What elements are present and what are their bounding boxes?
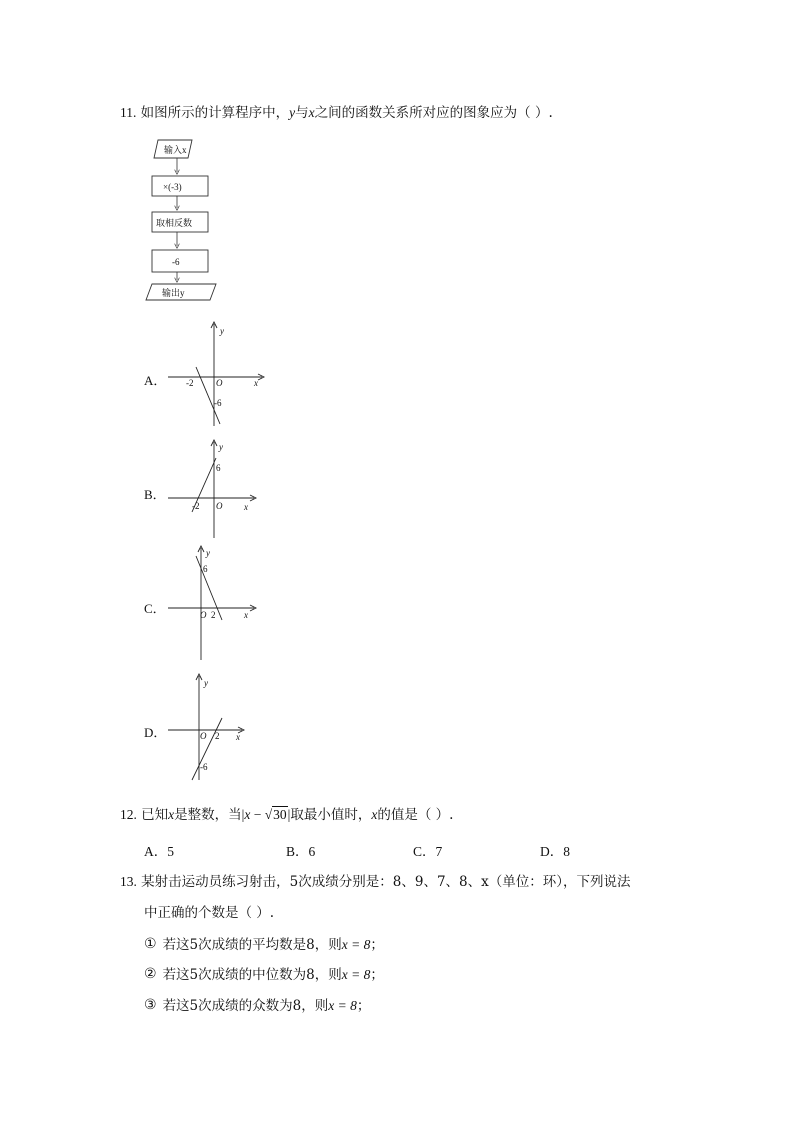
q11-option-c-graph[interactable] <box>166 544 270 664</box>
x-axis-label: x <box>244 502 248 512</box>
abs-open: | <box>241 807 245 822</box>
x-intercept-label: 2 <box>215 731 220 741</box>
statement-text: 若这5次成绩的平均数是8，则 <box>162 937 342 953</box>
q11-option-b-graph[interactable] <box>166 438 270 542</box>
q12-var-x2: x <box>371 807 378 822</box>
statement-eq: x = 8 <box>341 937 371 952</box>
radicand: 30 <box>273 807 287 822</box>
q12-stem-b: 是整数，当 <box>174 807 242 823</box>
q12-number: 12. <box>120 807 137 822</box>
flow-step2-text: 取相反数 <box>156 218 193 228</box>
q12-stem-a: 已知 <box>141 807 169 823</box>
q13-number: 13. <box>120 874 137 889</box>
flow-input-text: 输入x <box>164 145 187 155</box>
q12-choice-d[interactable]: D．8 <box>540 844 570 859</box>
q12-stem-d: 的值是（ ）. <box>377 807 454 823</box>
origin-label: O <box>216 378 223 388</box>
q13-statement-1 <box>144 936 384 954</box>
flow-step3-text: -6 <box>172 257 180 267</box>
q12-stem-c: 取最小值时， <box>290 807 372 823</box>
x-axis-label: x <box>254 378 258 388</box>
q11-stem <box>120 104 553 122</box>
q12-choice-a[interactable]: A．5 <box>144 844 174 859</box>
flow-step1-text: ×(-3) <box>163 182 182 192</box>
q12-choice-c[interactable]: C．7 <box>413 844 443 859</box>
q11-stem-c: 之间的函数关系所对应的图象应为（ ）. <box>314 105 553 121</box>
statement-mark: ① <box>144 936 157 952</box>
q13-line1-text: 某射击运动员练习射击，5次成绩分别是：8、9、7、8、x（单位：环），下列说法 <box>141 874 631 890</box>
x-intercept-label: -2 <box>186 378 194 388</box>
statement-text: 若这5次成绩的中位数为8，则 <box>162 967 342 983</box>
statement-eq: x = 8 <box>341 967 371 982</box>
y-axis-label: y <box>220 326 224 336</box>
y-axis-label: y <box>219 442 223 452</box>
statement-text: 若这5次成绩的众数为8，则 <box>162 998 329 1014</box>
y-axis-label: y <box>206 548 210 558</box>
function-line <box>196 367 220 424</box>
origin-label: O <box>216 501 223 511</box>
q11-var-x: x <box>308 105 315 120</box>
sqrt-sign: √ <box>264 807 273 822</box>
statement-end: ； <box>370 967 384 983</box>
statement-mark: ③ <box>144 997 157 1013</box>
q13-statement-2 <box>144 966 384 984</box>
x-intercept-label: -2 <box>192 501 200 511</box>
q11-flowchart <box>140 134 230 306</box>
q12-choice-b[interactable]: B．6 <box>286 844 316 859</box>
q12-stem <box>120 806 453 824</box>
flow-output-text: 输出y <box>162 288 185 298</box>
y-intercept-label: 6 <box>203 564 208 574</box>
q11-option-c-label[interactable]: C． <box>144 601 166 616</box>
statement-eq: x = 8 <box>328 998 357 1013</box>
q13-stem-line2: 中正确的个数是（ ）. <box>144 905 275 921</box>
q12-var-x: x <box>168 807 175 822</box>
y-intercept-label: -6 <box>214 398 222 408</box>
q11-option-d-label[interactable]: D． <box>144 725 167 740</box>
statement-end: ； <box>356 998 371 1014</box>
q13-statement-3 <box>144 997 370 1015</box>
flow-step3-box <box>152 250 208 272</box>
q11-option-a-label[interactable]: A． <box>144 373 167 388</box>
q11-stem-a: 如图所示的计算程序中， <box>140 105 290 121</box>
q11-var-y: y <box>289 105 296 120</box>
x-axis-label: x <box>236 732 240 742</box>
statement-mark: ② <box>144 966 157 982</box>
abs-close: | <box>287 807 291 822</box>
q11-option-d-graph[interactable] <box>166 672 270 784</box>
y-intercept-label: 6 <box>216 463 221 473</box>
q11-stem-b: 与 <box>295 105 309 121</box>
q11-option-b-label[interactable]: B． <box>144 487 166 502</box>
y-intercept-label: -6 <box>200 762 208 772</box>
q13-stem-line1 <box>120 873 630 891</box>
q11-option-a-graph[interactable] <box>166 320 270 430</box>
origin-label: O <box>200 610 207 620</box>
statement-end: ； <box>370 937 384 953</box>
abs-minus: − <box>250 807 265 822</box>
origin-label: O <box>200 731 207 741</box>
q11-number: 11. <box>120 105 137 120</box>
x-axis-label: x <box>244 610 248 620</box>
y-axis-label: y <box>204 678 208 688</box>
abs-x: x <box>244 807 251 822</box>
x-intercept-label: 2 <box>211 610 216 620</box>
